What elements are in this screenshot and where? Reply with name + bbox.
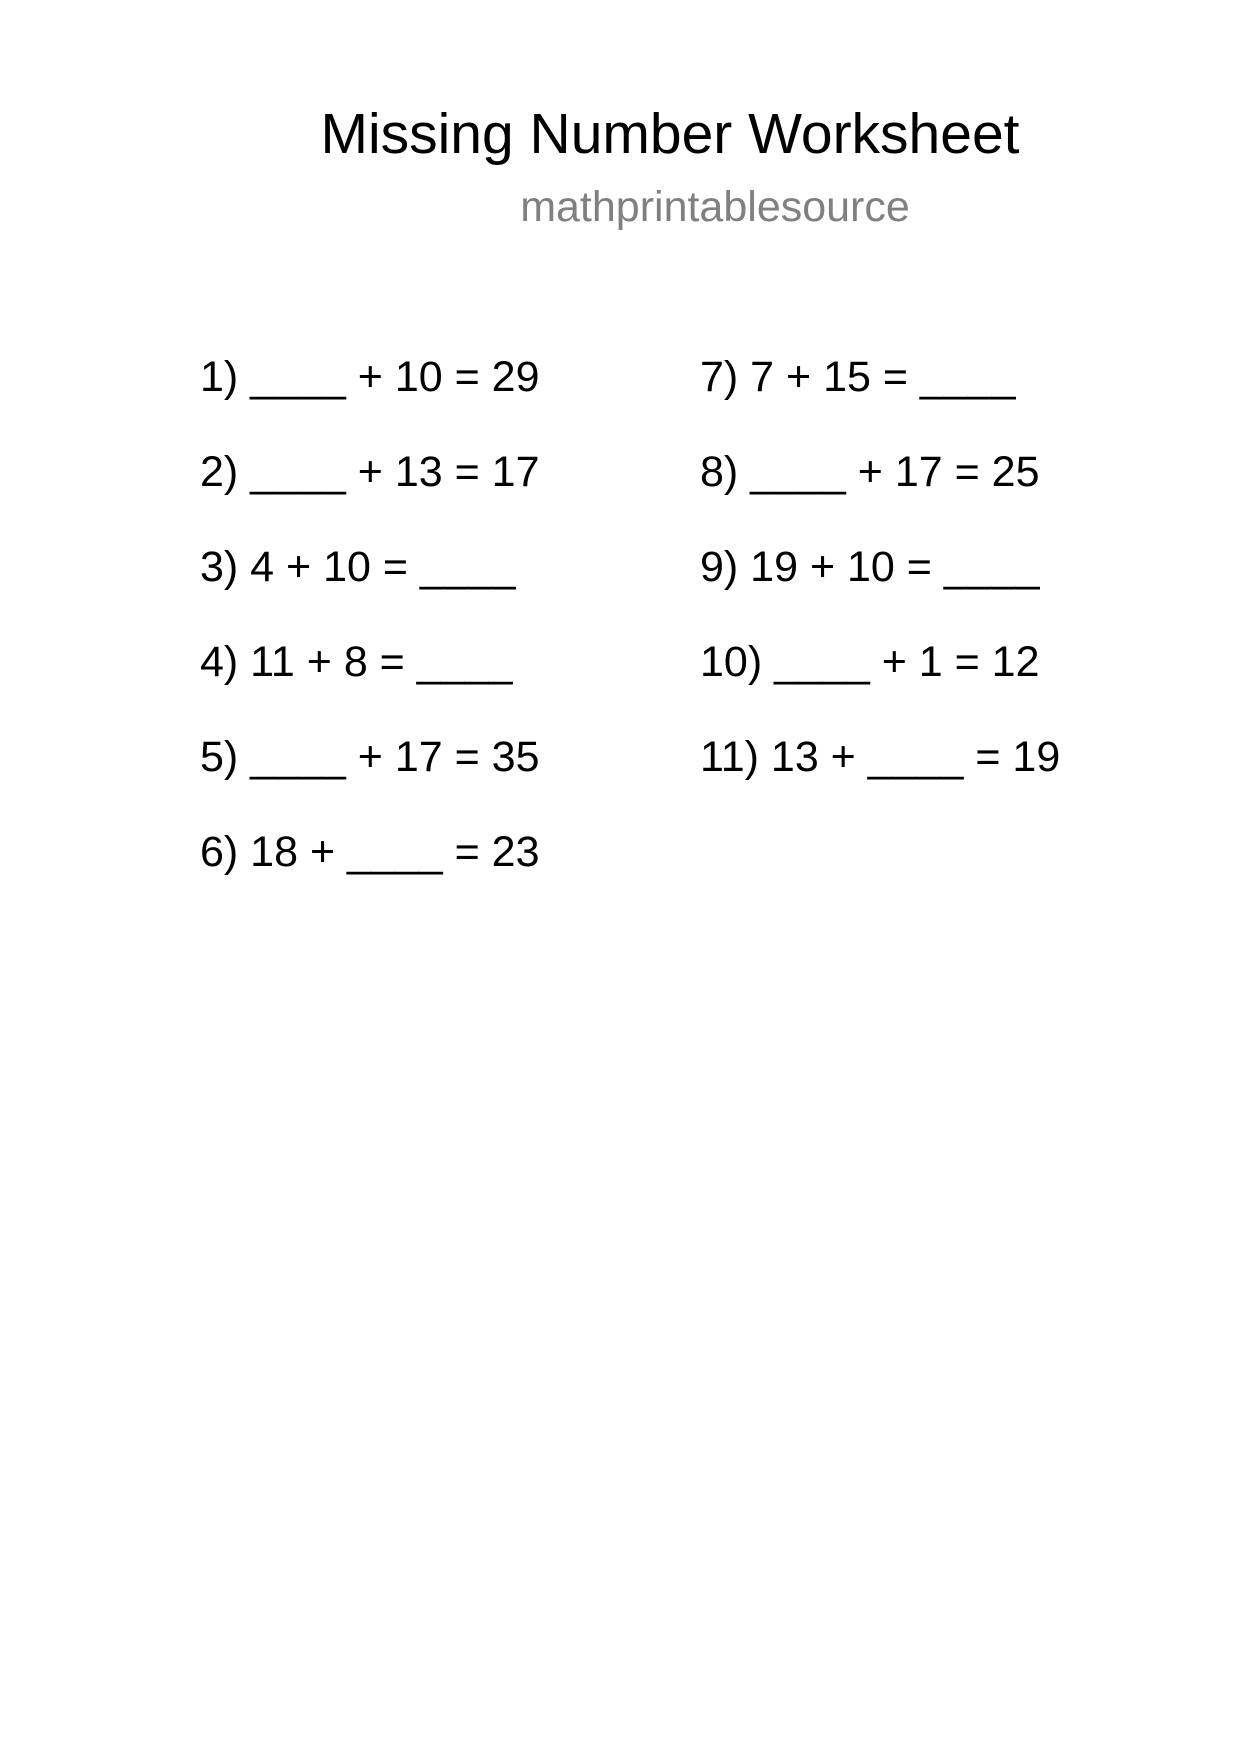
problem-2: 2) ____ + 13 = 17 — [200, 448, 540, 496]
problem-9: 9) 19 + 10 = ____ — [700, 543, 1040, 591]
problem-4: 4) 11 + 8 = ____ — [200, 638, 513, 686]
problem-11: 11) 13 + ____ = 19 — [700, 733, 1061, 781]
page-title: Missing Number Worksheet — [320, 102, 1020, 166]
source-label: mathprintablesource — [520, 183, 910, 231]
problem-5: 5) ____ + 17 = 35 — [200, 733, 540, 781]
problem-7: 7) 7 + 15 = ____ — [700, 353, 1016, 401]
problem-6: 6) 18 + ____ = 23 — [200, 828, 540, 876]
problem-10: 10) ____ + 1 = 12 — [700, 638, 1040, 686]
problem-8: 8) ____ + 17 = 25 — [700, 448, 1040, 496]
problem-1: 1) ____ + 10 = 29 — [200, 353, 540, 401]
problem-3: 3) 4 + 10 = ____ — [200, 543, 516, 591]
